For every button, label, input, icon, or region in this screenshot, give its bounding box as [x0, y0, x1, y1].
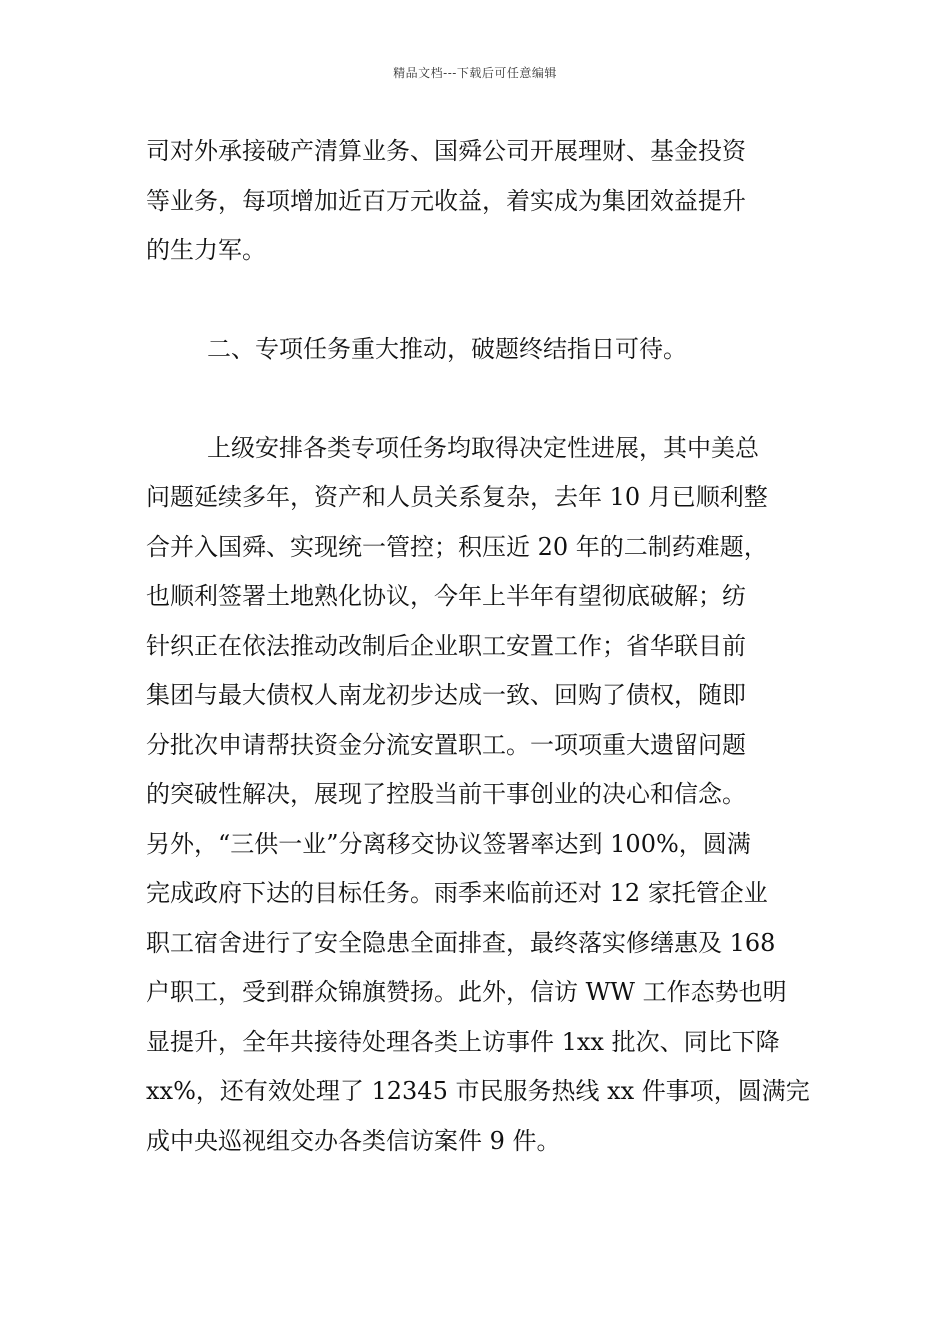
paragraph-line: 另外，“三供一业”分离移交协议签署率达到 100%，圆满	[146, 830, 751, 858]
paragraph-line: 分批次申请帮扶资金分流安置职工。一项项重大遗留问题	[146, 731, 746, 759]
paragraph-line: 司对外承接破产清算业务、国舜公司开展理财、基金投资	[146, 137, 746, 165]
paragraph-line: 成中央巡视组交办各类信访案件 9 件。	[146, 1127, 561, 1155]
paragraph-line: 完成政府下达的目标任务。雨季来临前还对 12 家托管企业	[146, 879, 768, 907]
paragraph-line: 的突破性解决，展现了控股当前干事创业的决心和信念。	[146, 780, 746, 808]
paragraph-line: 合并入国舜、实现统一管控；积压近 20 年的二制药难题，	[146, 533, 768, 561]
paragraph-line: 等业务，每项增加近百万元收益，着实成为集团效益提升	[146, 187, 746, 215]
paragraph-line: 的生力军。	[146, 236, 266, 264]
paragraph-line: 显提升，全年共接待处理各类上访事件 1xx 批次、同比下降	[146, 1028, 780, 1056]
paragraph-line: 户职工，受到群众锦旗赞扬。此外，信访 WW 工作态势也明	[146, 978, 787, 1006]
paragraph-line: 针织正在依法推动改制后企业职工安置工作；省华联目前	[146, 632, 746, 660]
paragraph-line: xx%，还有效处理了 12345 市民服务热线 xx 件事项，圆满完	[146, 1077, 810, 1105]
paragraph-line: 上级安排各类专项任务均取得决定性进展，其中美总	[207, 434, 759, 462]
paragraph-line: 集团与最大债权人南龙初步达成一致、回购了债权，随即	[146, 681, 746, 709]
paragraph-line: 问题延续多年，资产和人员关系复杂，去年 10 月已顺利整	[146, 483, 768, 511]
paragraph-line: 也顺利签署土地熟化协议，今年上半年有望彻底破解；纺	[146, 582, 746, 610]
paragraph-line: 职工宿舍进行了安全隐患全面排查，最终落实修缮惠及 168	[146, 929, 776, 957]
page-header: 精品文档---下载后可任意编辑	[393, 66, 557, 80]
section-heading: 二、专项任务重大推动，破题终结指日可待。	[207, 335, 687, 363]
